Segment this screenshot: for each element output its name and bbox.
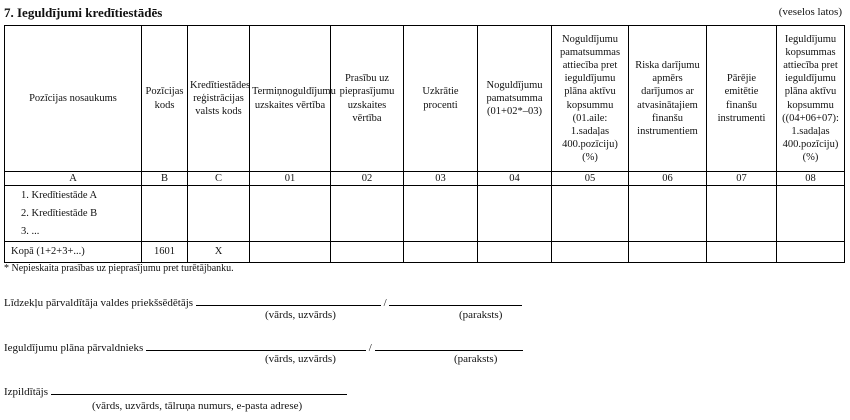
section-title: 7. Ieguldījumi kredītiestādēs	[4, 5, 163, 20]
column-code-row	[5, 172, 845, 186]
name-caption: (vārds, uzvārds)	[265, 353, 336, 365]
table-cell[interactable]	[331, 186, 404, 242]
executor-label: Izpildītājs	[4, 386, 48, 398]
column-code: 05	[552, 172, 629, 186]
column-code: A	[5, 172, 142, 186]
unit-label: (veselos latos)	[778, 6, 842, 18]
header-cell: Ieguldījumu kopsummas attiecība pret ieguldījumu plāna aktīvu kopsummu ((04+06+07): 1.sadaļas 400.pozīciju) (%)	[777, 26, 845, 172]
table-cell[interactable]	[777, 242, 845, 263]
table-cell[interactable]	[478, 186, 552, 242]
header-cell: Prasību uz pieprasījumu uzskaites vērtība	[331, 26, 404, 172]
header-cell: Riska darījumu apmērs darījumos ar atvasinātajiem finanšu instrumentiem	[629, 26, 707, 172]
separator-slash: /	[383, 297, 387, 309]
header-cell: Noguldījumu pamatsummas attiecība pret ieguldījumu plāna aktīvu kopsummu (01.aile: 1.sadaļas 400.pozīciju) (%)	[552, 26, 629, 172]
table-cell[interactable]	[707, 186, 777, 242]
header-cell: Pozīcijas nosaukums	[5, 26, 142, 172]
table-cell[interactable]	[552, 242, 629, 263]
column-code: 06	[629, 172, 707, 186]
total-country: X	[188, 242, 250, 263]
chair-signature-line	[4, 295, 522, 309]
total-code: 1601	[142, 242, 188, 263]
footnote: * Nepieskaita prasības uz pieprasījumu pret turētājbanku.	[4, 263, 234, 274]
table-cell[interactable]	[404, 186, 478, 242]
table-cell[interactable]	[478, 242, 552, 263]
table-cell[interactable]	[188, 186, 250, 242]
position-name: 2. Kredītiestāde B	[21, 207, 98, 219]
table-cell[interactable]	[629, 186, 707, 242]
total-row	[5, 242, 845, 263]
sign-caption: (paraksts)	[459, 309, 503, 321]
chair-name-field[interactable]	[196, 295, 381, 306]
executor-field[interactable]	[51, 384, 347, 395]
table-header-row	[5, 26, 845, 172]
chair-sign-field[interactable]	[389, 295, 522, 306]
header-cell: Pārējie emitētie finanšu instrumenti	[707, 26, 777, 172]
table-cell[interactable]	[629, 242, 707, 263]
table-cell[interactable]	[404, 242, 478, 263]
table-cell[interactable]	[250, 186, 331, 242]
position-names-cell	[5, 186, 142, 242]
executor-signature-line	[4, 384, 347, 398]
column-code: B	[142, 172, 188, 186]
sign-caption: (paraksts)	[454, 353, 498, 365]
column-code: 01	[250, 172, 331, 186]
header-cell: Pozīcijas kods	[142, 26, 188, 172]
table-cell[interactable]	[552, 186, 629, 242]
table-cell[interactable]	[707, 242, 777, 263]
column-code: 07	[707, 172, 777, 186]
table-cell[interactable]	[777, 186, 845, 242]
manager-sign-field[interactable]	[375, 340, 523, 351]
name-caption: (vārds, uzvārds)	[265, 309, 336, 321]
column-code: C	[188, 172, 250, 186]
total-label: Kopā (1+2+3+...)	[5, 242, 142, 263]
column-code: 02	[331, 172, 404, 186]
manager-signature-line	[4, 340, 523, 354]
separator-slash: /	[368, 342, 372, 354]
column-code: 04	[478, 172, 552, 186]
header-cell: Uzkrātie procenti	[404, 26, 478, 172]
column-code: 08	[777, 172, 845, 186]
header-cell: Kredītiestādes reģistrācijas valsts kods	[188, 26, 250, 172]
chair-label: Līdzekļu pārvaldītāja valdes priekšsēdētājs	[4, 297, 194, 309]
header-cell: Noguldījumu pamatsumma (01+02*–03)	[478, 26, 552, 172]
manager-label: Ieguldījumu plāna pārvaldnieks	[4, 342, 144, 354]
manager-name-field[interactable]	[146, 340, 366, 351]
investments-table	[4, 25, 845, 263]
table-cell[interactable]	[331, 242, 404, 263]
table-cell[interactable]	[250, 242, 331, 263]
executor-caption: (vārds, uzvārds, tālruņa numurs, e-pasta adrese)	[92, 400, 303, 412]
table-cell[interactable]	[142, 186, 188, 242]
position-name: 1. Kredītiestāde A	[21, 189, 98, 201]
header-cell: Termiņnoguldījumu uzskaites vērtība	[250, 26, 331, 172]
column-code: 03	[404, 172, 478, 186]
position-name: 3. ...	[21, 225, 40, 237]
table-row	[5, 186, 845, 242]
